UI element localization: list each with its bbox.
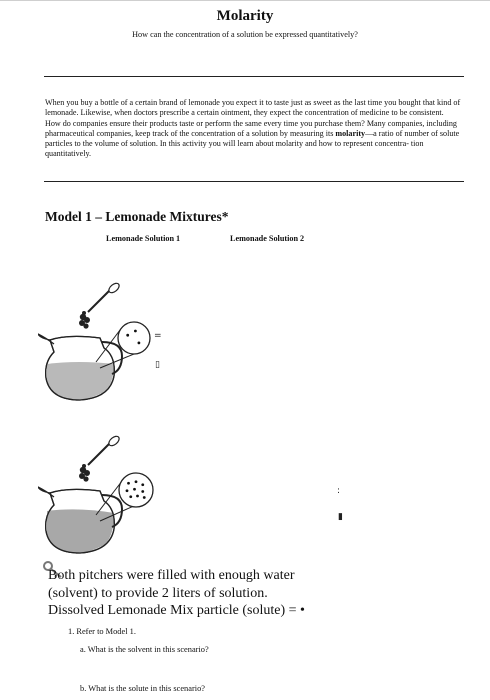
solute-particle (129, 495, 132, 498)
question-1: 1. Refer to Model 1. (68, 627, 136, 636)
intro-text-start: When you buy a bottle of a certain brand of lemonade you expect it to taste just as sweet as the last time you bought that kind of lemonade. Likewise, when doctors prescribe a certain ointment, they expect the concentration of medicine to be consistent. How do companies ensure their products taste or perform the same every time you purchase them? Many companies, including pharmaceutical companies, keep track of the concentration of a solution by measuring its (45, 98, 461, 138)
solute-particle (135, 480, 138, 483)
equals-mark-1: = (154, 331, 162, 341)
top-divider (0, 0, 490, 1)
bracket-mark-2: ▮ (338, 512, 343, 522)
solute-particle (127, 482, 130, 485)
intro-text-end: —a ratio of number of solute particles to the volume of solution. In this activity you will learn about molarity and how to represent concentra- tion quantitatively. (45, 128, 460, 159)
intro-bold-term: molarity (335, 128, 366, 138)
question-1b: b. What is the solute in this scenario? (80, 684, 205, 693)
solute-particle (136, 495, 139, 498)
pitcher-2-illustration (38, 435, 168, 560)
question-1a: a. What is the solvent in this scenario? (80, 645, 209, 654)
section-divider (44, 76, 464, 77)
solute-particle (126, 489, 129, 492)
solute-particle (138, 342, 141, 345)
model-caption (48, 567, 468, 620)
spoon-icon (88, 282, 121, 312)
model-title: Model 1 – Lemonade Mixtures* (45, 209, 229, 224)
solute-particle (141, 490, 144, 493)
solute-particle (141, 483, 144, 486)
page-title: Molarity (216, 8, 274, 24)
intro-underline (44, 181, 464, 182)
bracket-mark-1: ▯ (155, 360, 160, 370)
solute-particle (126, 334, 129, 337)
solution-1-label: Lemonade Solution 1 (106, 234, 181, 243)
caption-line-3: Dissolved Lemonade Mix particle (solute) = • (48, 603, 305, 618)
pitcher-1-illustration (38, 282, 168, 407)
page-subtitle: How can the concentration of a solution be expressed quantitatively? (132, 30, 358, 39)
spoon-icon (88, 435, 121, 465)
solution-2-label: Lemonade Solution 2 (230, 234, 305, 243)
caption-line-2: (solvent) to provide 2 liters of solution. (48, 585, 268, 601)
solute-particle (133, 488, 136, 491)
solute-particle (134, 330, 137, 333)
lemonade-mix-clump (79, 464, 90, 482)
intro-paragraph (45, 98, 461, 160)
lemonade-mix-clump (79, 311, 90, 329)
caption-line-1: Both pitchers were filled with enough water (48, 568, 295, 583)
equals-mark-2: : (337, 486, 341, 496)
solute-particle (143, 496, 146, 499)
